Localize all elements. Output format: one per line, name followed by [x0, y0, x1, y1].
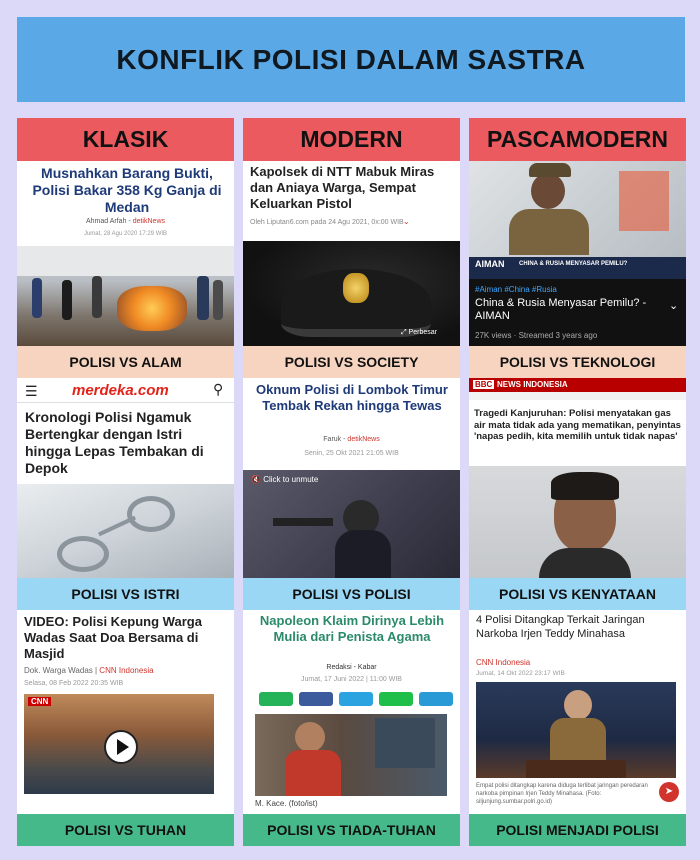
column-pascamodern — [469, 118, 686, 846]
police-emblem-icon — [343, 273, 369, 303]
label-polisi-vs-istri: POLISI VS ISTRI — [17, 578, 234, 610]
news-card-teddy-minahasa[interactable] — [469, 610, 686, 812]
cnn-watermark: CNN — [28, 697, 51, 706]
photo-caption: Empat polisi ditangkap karena diduga terlibat jaringan peredaran narkoba pimpinan Irjen Teddy Minahasa. (Foto: siljunjung.sumbar.polri.go.id) — [476, 783, 648, 805]
title-banner — [17, 17, 685, 102]
wadas-video-thumbnail[interactable] — [24, 694, 214, 794]
share-icon[interactable]: ➤ — [659, 782, 679, 802]
unmute-button[interactable]: 🔇 Click to unmute — [251, 475, 319, 484]
headline[interactable]: Napoleon Klaim Dirinya Lebih Mulia dari Penista Agama — [259, 613, 445, 644]
byline: Dok. Warga Wadas | CNN Indonesia — [24, 666, 154, 675]
label-polisi-vs-alam: POLISI VS ALAM — [17, 346, 234, 378]
label-polisi-vs-kenyataan: POLISI VS KENYATAAN — [469, 578, 686, 610]
label-polisi-menjadi-polisi: POLISI MENJADI POLISI — [469, 814, 686, 846]
telegram-share-icon[interactable] — [419, 692, 453, 706]
video-title[interactable]: China & Rusia Menyasar Pemilu? - AIMAN — [475, 297, 647, 322]
headline[interactable]: Tragedi Kanjuruhan: Polisi menyatakan gas air mata tidak ada yang mematikan, penyintas 'napas pedih, kita memilih untuk tidak napas' — [474, 408, 681, 442]
bbc-header — [469, 378, 686, 392]
divider — [17, 402, 234, 403]
headline[interactable]: Musnahkan Barang Bukti, Polisi Bakar 358 Kg Ganja di Medan — [32, 165, 222, 215]
label-polisi-vs-teknologi: POLISI VS TEKNOLOGI — [469, 346, 686, 378]
line-share-icon[interactable] — [379, 692, 413, 706]
play-icon[interactable] — [104, 730, 138, 764]
menu-icon[interactable]: ☰ — [25, 383, 38, 399]
column-heading: MODERN — [243, 118, 460, 161]
bbc-news-label: NEWS INDONESIA — [497, 380, 568, 389]
video-meta: 27K views · Streamed 3 years ago — [475, 331, 598, 340]
whatsapp-share-icon[interactable] — [259, 692, 293, 706]
label-polisi-vs-society: POLISI VS SOCIETY — [243, 346, 460, 378]
chevron-down-icon[interactable]: ⌄ — [403, 217, 410, 226]
news-card-istri[interactable] — [17, 378, 234, 578]
press-conference-photo — [476, 682, 676, 778]
byline: Oleh Liputan6.com pada 24 Agu 2021, 0x:00 WIB — [250, 219, 404, 226]
label-polisi-vs-polisi: POLISI VS POLISI — [243, 578, 460, 610]
date: Jumat, 28 Agu 2020 17:29 WIB — [83, 231, 168, 237]
search-icon[interactable]: ⚲ — [213, 381, 224, 397]
date: Jumat, 14 Okt 2022 23:17 WIB — [476, 670, 565, 677]
byline: Redaksi - Kabar — [326, 664, 377, 671]
zoom-badge[interactable]: ⤢ Perbesar — [401, 329, 437, 336]
byline: Faruk - detikNews — [323, 436, 380, 443]
kace-photo — [255, 714, 447, 796]
shooting-video-thumbnail[interactable] — [243, 470, 460, 578]
handcuffs-photo — [17, 484, 234, 578]
bbc-nav-bar[interactable] — [469, 392, 686, 400]
news-card-kapolsek[interactable] — [243, 161, 460, 346]
news-card-napoleon[interactable] — [243, 610, 460, 812]
date: Senin, 25 Okt 2021 21:05 WIB — [304, 450, 399, 457]
news-card-ganja[interactable] — [17, 161, 234, 346]
headline[interactable]: Kronologi Polisi Ngamuk Bertengkar dengan Istri hingga Lepas Tembakan di Depok — [25, 409, 204, 476]
news-card-wadas[interactable] — [17, 610, 234, 812]
photo-caption: M. Kace. (foto/ist) — [255, 799, 318, 808]
survivor-photo — [469, 466, 686, 578]
page-title: KONFLIK POLISI DALAM SASTRA — [116, 43, 586, 75]
column-heading: KLASIK — [17, 118, 234, 161]
headline[interactable]: Kapolsek di NTT Mabuk Miras dan Aniaya Warga, Sempat Keluarkan Pistol — [250, 164, 435, 211]
ticker-text: CHINA & RUSIA MENYASAR PEMILU? — [519, 261, 628, 267]
merdeka-logo: merdeka.com — [72, 382, 169, 399]
video-card-aiman[interactable] — [469, 161, 686, 346]
label-polisi-vs-tiada-tuhan: POLISI VS TIADA-TUHAN — [243, 814, 460, 846]
bbc-logo: BBC — [475, 380, 493, 389]
facebook-share-icon[interactable] — [299, 692, 333, 706]
news-card-kanjuruhan[interactable] — [469, 378, 686, 578]
aiman-video-thumbnail[interactable] — [469, 161, 686, 279]
byline: Ahmad Arfah - detikNews — [86, 218, 165, 225]
date: Selasa, 08 Feb 2022 20:35 WIB — [24, 680, 124, 687]
share-buttons — [259, 692, 459, 711]
twitter-share-icon[interactable] — [339, 692, 373, 706]
headline[interactable]: Oknum Polisi di Lombok Timur Tembak Rekan hingga Tewas — [256, 382, 448, 413]
column-modern — [243, 118, 460, 846]
hashtags[interactable]: #Aiman #China #Rusia — [475, 285, 557, 294]
police-cap-photo — [243, 241, 460, 346]
source: CNN Indonesia — [476, 658, 531, 667]
column-heading: PASCAMODERN — [469, 118, 686, 161]
column-klasik — [17, 118, 234, 846]
burning-evidence-photo — [17, 246, 234, 346]
headline[interactable]: 4 Polisi Ditangkap Terkait Jaringan Narkoba Irjen Teddy Minahasa — [476, 614, 645, 640]
date: Jumat, 17 Juni 2022 | 11:00 WIB — [301, 676, 402, 683]
headline[interactable]: VIDEO: Polisi Kepung Warga Wadas Saat Doa Bersama di Masjid — [24, 614, 202, 661]
news-card-lombok[interactable] — [243, 378, 460, 578]
aiman-logo: AIMAN — [475, 259, 505, 269]
chevron-down-icon[interactable]: ⌄ — [669, 300, 679, 312]
label-polisi-vs-tuhan: POLISI VS TUHAN — [17, 814, 234, 846]
